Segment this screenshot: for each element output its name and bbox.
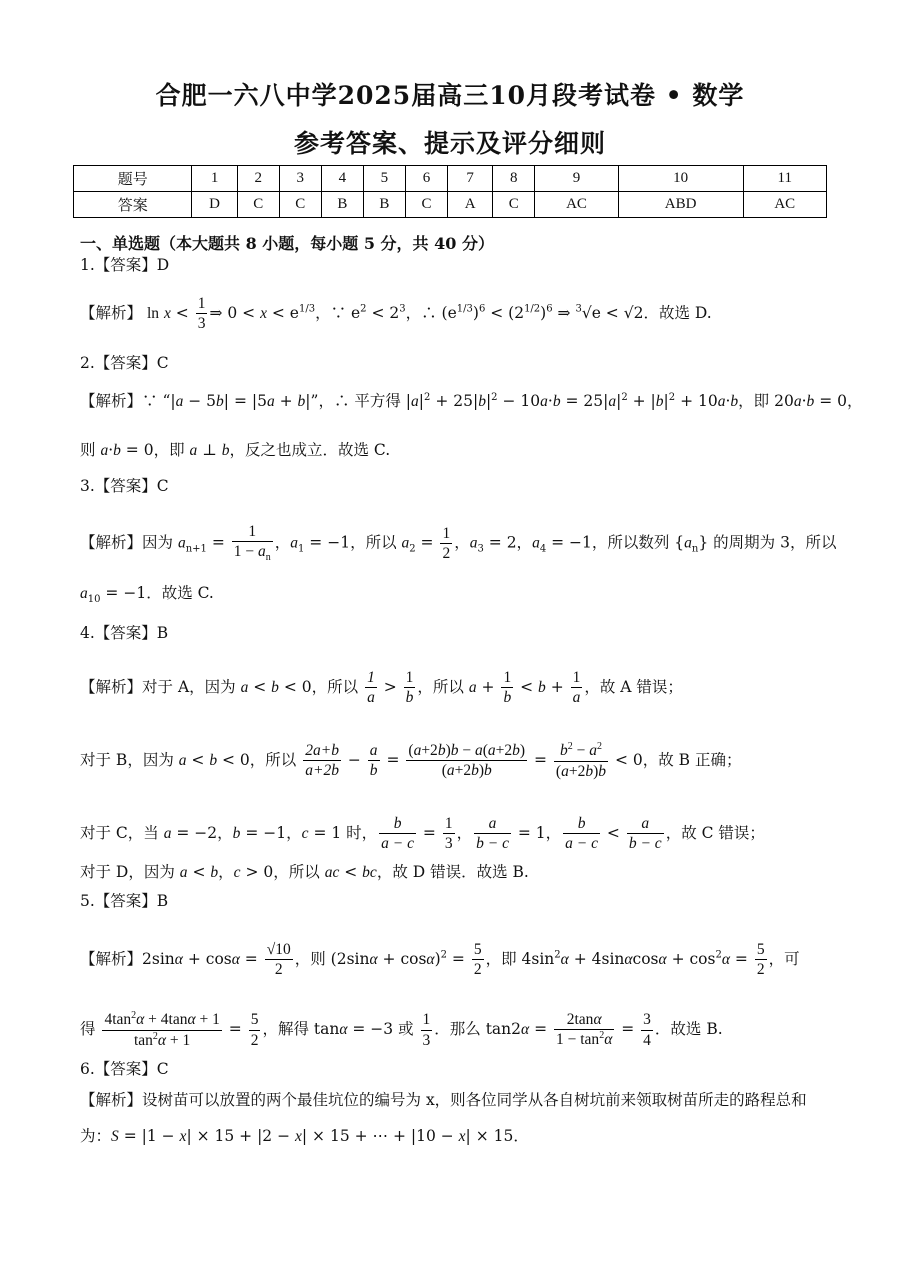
- q3-answer: 3.【答案】C: [80, 477, 169, 495]
- q2-answer: 2.【答案】C: [80, 354, 169, 372]
- q2-solution-line1: 【解析】∵ “|a − 5b| = |5a + b|”，∴ 平方得 $|a|^2 + 25|b|^2 - 10a\cdot b = 25|a|^2 + |b|^2 + 10a\cdot b$，即 20a·b = 0，: [80, 392, 863, 411]
- q1-solution: 【解析】 ln x < $\frac{1}{3}$ ⇒ $0 < x < e^{1/3}$，∵ $e^2 < 2^3$，∴ $(e^{1/3})^6 < (2^{1/2})^6$ ⇒ $^3$√e < √2．故选 D.: [80, 295, 712, 333]
- table-cell: 10: [618, 166, 743, 192]
- q6-solution-line1: [80, 1093, 807, 1109]
- q2-conclusion: ，反之也成立．故选 C.: [229, 441, 391, 459]
- table-cell: 1: [192, 166, 237, 192]
- q3-solution-line1: 【解析】因为 $a_{n+1}$ = $\frac{1}{1 - a_n}$ ，$a_1 = -1$，所以 $a_2$ = $\frac{1}{2}$ ，$a_3 = 2$，$a_4 = -1$，所以数列 $\{a_n\}$ 的周期为 3，所以: [80, 523, 837, 564]
- q6-solution-line2: 为：S = |1 − x| × 15 + |2 − x| × 15 + ⋯ + |10 − x| × 15．: [80, 1127, 529, 1145]
- q3-conclusion: ．故选 C.: [146, 584, 214, 602]
- q5-solution-line2: 得 $\frac{4\tan^2\alpha + 4\tan\alpha + 1}{\tan^2\alpha + 1}$ = $\frac{5}{2}$ ，解得 tanα = −3 或 $\frac{1}{3}$ ．那么 tan2α = $\frac{2\tan\alpha}{1 - \tan^2\alpha}$ = $\frac{3}{4}$ ．故选 B.: [80, 1010, 723, 1049]
- q2-solution-line2: 则 a·b = 0，即 a ⊥ b，反之也成立．故选 C.: [80, 441, 391, 459]
- q6-prefix: 为：: [80, 1127, 112, 1145]
- q6-answer: 6.【答案】C: [80, 1060, 169, 1078]
- table-cell: 11: [743, 166, 827, 192]
- table-row: [74, 166, 827, 192]
- q5-solution-line1: 【解析】2sinα + cosα = $\frac{√10}{2}$ ，则 $(2\sin\alpha + \cos\alpha)^2$ = $\frac{5}{2}$ ，即 $4\sin^2\alpha + 4\sin\alpha\cos\alpha + \cos^2\alpha$ = $\frac{5}{2}$ ，可: [80, 941, 800, 979]
- solution-label: 【解析】: [80, 392, 143, 411]
- table-cell: 8: [493, 166, 535, 192]
- fraction: $\frac{1}{2}$: [442, 524, 451, 562]
- fraction: $\frac{1}{3}$: [197, 295, 206, 333]
- q3-solution-line2: $a_{10} = -1$．故选 C.: [80, 584, 214, 606]
- solution-label: 【解析】: [80, 303, 143, 322]
- section-heading: 一、单选题（本大题共 8 小题，每小题 5 分，共 40 分）: [80, 234, 494, 253]
- solution-label: 【解析】: [80, 1091, 143, 1109]
- table-cell: A: [448, 192, 493, 218]
- table-cell: C: [405, 192, 447, 218]
- page-subtitle: 参考答案、提示及评分细则: [293, 129, 606, 158]
- table-cell: 2: [237, 166, 279, 192]
- q1-answer: 1.【答案】D: [80, 256, 170, 274]
- table-cell: 9: [535, 166, 618, 192]
- q4-answer: 4.【答案】B: [80, 624, 169, 642]
- q4-solution-d: 对于 D，因为 a < b，c > 0，所以 ac < bc，故 D 错误．故选 B.: [80, 863, 529, 881]
- page-title: 合肥一六八中学2025届高三10月段考试卷 • 数学: [155, 81, 745, 110]
- table-cell: AC: [743, 192, 827, 218]
- table-cell: B: [321, 192, 363, 218]
- solution-label: 【解析】: [80, 949, 143, 968]
- q4-solution-b: 对于 B，因为 a < b < 0，所以 $\frac{2a+b}{a+2b}$ − $\frac{a}{b}$ = $\frac{(a+2b)b - a(a+2b)}{(a+2b)b}$ = $\frac{b^2 - a^2}{(a+2b)b}$ < 0，故 B 正确；: [80, 741, 742, 780]
- q6-text: 设树苗可以放置的两个最佳坑位的编号为 x，则各位同学从各自树坑前来领取树苗所走的路程总和: [142, 1091, 807, 1109]
- q4-solution-a: 【解析】对于 A，因为 a < b < 0，所以 $\frac{1}{a}$ > $\frac{1}{b}$ ，所以 a + $\frac{1}{b}$ < b + $\frac{1}{a}$ ，故 A 错误；: [80, 669, 683, 707]
- table-cell: 7: [448, 166, 493, 192]
- q5-conclusion: ．故选 B.: [654, 1020, 723, 1039]
- table-row: [74, 192, 827, 218]
- row-label-answer: 答案: [74, 192, 192, 218]
- table-cell: AC: [535, 192, 618, 218]
- fraction: $\frac{1}{1 - a_n}$: [233, 523, 271, 564]
- table-cell: 5: [363, 166, 405, 192]
- table-cell: B: [363, 192, 405, 218]
- solution-label: 【解析】: [80, 533, 143, 552]
- q4-conclusion: ．故选 B.: [461, 863, 529, 881]
- table-cell: 3: [279, 166, 321, 192]
- table-cell: D: [192, 192, 237, 218]
- table-cell: C: [279, 192, 321, 218]
- q4-solution-c: 对于 C，当 a = −2，b = −1，c = 1 时， $\frac{b}{a - c}$ = $\frac{1}{3}$ ， $\frac{a}{b - c}$ = 1， $\frac{b}{a - c}$ < $\frac{a}{b - c}$ ，故 C 错误；: [80, 815, 765, 853]
- row-label-number: 题号: [74, 166, 192, 192]
- table-cell: ABD: [618, 192, 743, 218]
- table-cell: 6: [405, 166, 447, 192]
- answer-table: [73, 165, 827, 218]
- table-cell: C: [493, 192, 535, 218]
- solution-label: 【解析】: [80, 677, 143, 696]
- table-cell: C: [237, 192, 279, 218]
- table-cell: 4: [321, 166, 363, 192]
- q1-conclusion: ．故选 D.: [643, 303, 712, 322]
- q5-answer: 5.【答案】B: [80, 892, 169, 910]
